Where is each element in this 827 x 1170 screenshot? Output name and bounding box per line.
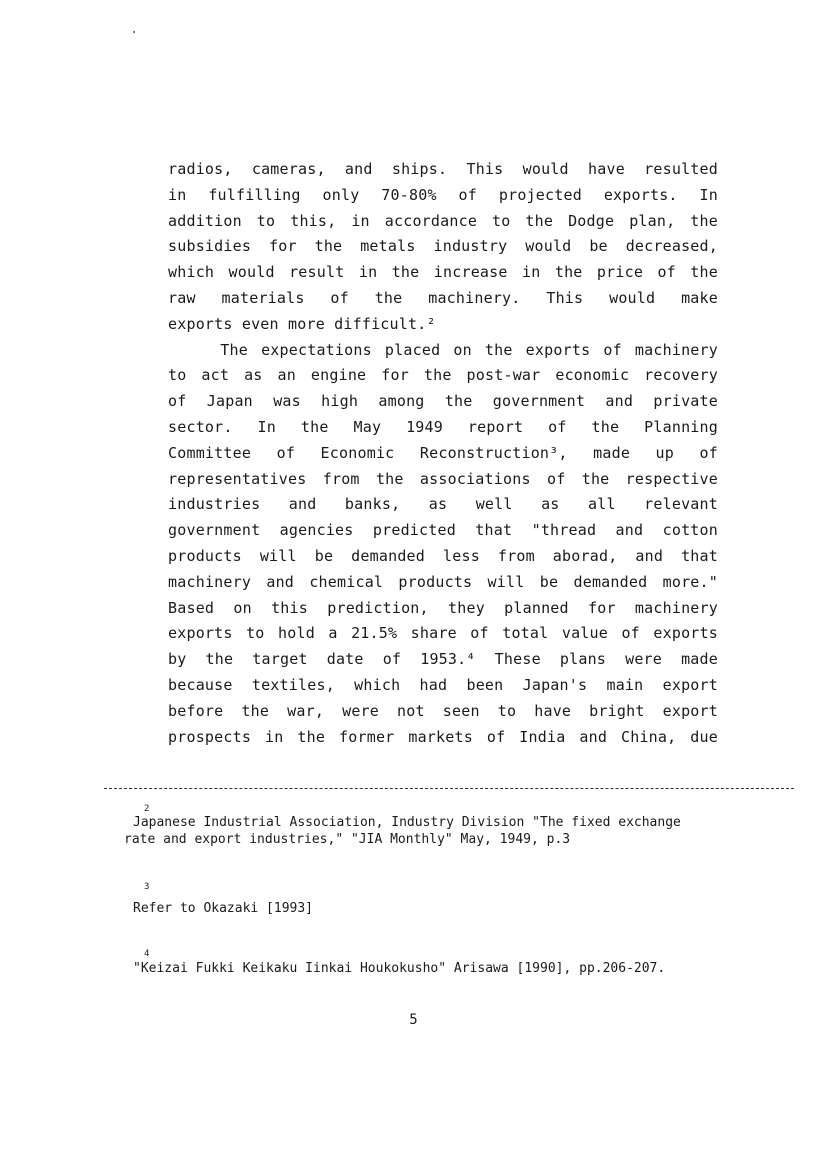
- footnote-marker: 4: [144, 949, 150, 959]
- body-line: exports to hold a 21.5% share of total value of exports: [168, 624, 718, 643]
- body-line: by the target date of 1953.⁴ These plans were made: [168, 650, 718, 669]
- footnote-line: Japanese Industrial Association, Industry Division "The fixed exchange: [133, 815, 681, 830]
- body-line: representatives from the associations of the respective: [168, 469, 718, 488]
- scan-speck: [133, 31, 135, 33]
- body-line: to act as an engine for the post-war economic recovery: [168, 366, 718, 385]
- footnote-line: Refer to Okazaki [1993]: [133, 901, 314, 916]
- footnote-divider: [104, 788, 794, 789]
- footnote-marker: 3: [144, 882, 150, 892]
- body-line: products will be demanded less from aborad, and that: [168, 546, 718, 565]
- footnote-line: rate and export industries," "JIA Monthly" May, 1949, p.3: [124, 832, 571, 847]
- footnote-line: "Keizai Fukki Keikaku Iinkai Houkokusho" Arisawa [1990], pp.206-207.: [133, 961, 666, 976]
- body-line: radios, cameras, and ships. This would have resulted: [168, 160, 718, 178]
- body-line: because textiles, which had been Japan's main export: [168, 675, 718, 694]
- body-line: before the war, were not seen to have bright export: [168, 701, 718, 720]
- body-line: prospects in the former markets of India and China, due: [168, 727, 718, 746]
- page-number: 5: [409, 1012, 418, 1028]
- body-line: Committee of Economic Reconstruction³, made up of: [168, 443, 718, 462]
- body-line: industries and banks, as well as all relevant: [168, 495, 718, 514]
- body-line: which would result in the increase in the price of the: [168, 263, 718, 282]
- body-line: in fulfilling only 70-80% of projected exports. In: [168, 185, 718, 204]
- body-line: machinery and chemical products will be demanded more.": [168, 572, 718, 591]
- body-line: exports even more difficult.²: [168, 314, 436, 333]
- body-line: government agencies predicted that "thread and cotton: [168, 521, 718, 540]
- body-text: [168, 157, 718, 750]
- body-line: The expectations placed on the exports of machinery: [168, 340, 718, 359]
- body-line: addition to this, in accordance to the Dodge plan, the: [168, 211, 718, 230]
- body-line: Based on this prediction, they planned for machinery: [168, 598, 718, 617]
- body-line: of Japan was high among the government and private: [168, 392, 718, 411]
- body-line: subsidies for the metals industry would be decreased,: [168, 237, 718, 256]
- body-line: sector. In the May 1949 report of the Planning: [168, 417, 718, 436]
- body-line: raw materials of the machinery. This would make: [168, 288, 718, 307]
- footnote-marker: 2: [144, 804, 150, 814]
